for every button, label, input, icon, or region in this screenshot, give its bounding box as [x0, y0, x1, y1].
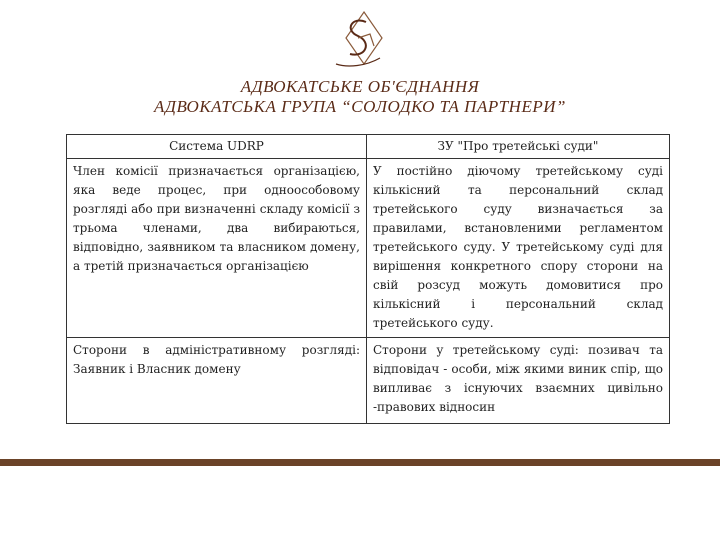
table-row: [67, 159, 670, 338]
table-header-row: [67, 135, 670, 159]
cell-udrp-parties: Сторони в адміністративному розгляді: Заявник і Власник домену: [67, 338, 367, 424]
cell-arbitration-panel: У постійно діючому третейському суді кількісний та персональний склад третейського суду визначається за правилами, встановленими регламентом третейського суду. У третейському суді для вирішення конкретного спору сторони на свій розсуд можуть домовитися про кількісний і персональний склад третейського суду.: [367, 159, 670, 338]
header-arbitration-law: ЗУ "Про третейські суди": [367, 135, 670, 159]
firm-title-line1: АДВОКАТСЬКЕ ОБ'ЄДНАННЯ: [240, 77, 480, 96]
firm-logo: [322, 8, 392, 72]
cell-udrp-panel: Член комісії призначається організацією, яка веде процес, при одноособовому розгляді або при визначенні складу комісії з трьома членами, два вибираються, відповідно, заявником та власником домену, а третій призначається організацією: [67, 159, 367, 338]
header-udrp: Система UDRP: [67, 135, 367, 159]
footer-divider-bar: [0, 459, 720, 466]
table-row: [67, 338, 670, 424]
firm-title-line2: АДВОКАТСЬКА ГРУПА “СОЛОДКО ТА ПАРТНЕРИ”: [154, 97, 566, 116]
comparison-table: [66, 134, 670, 424]
cell-arbitration-parties: Сторони у третейському суді: позивач та відповідач - особи, між якими виник спір, що випливає з існуючих взаємних цивільно -правових відносин: [367, 338, 670, 424]
